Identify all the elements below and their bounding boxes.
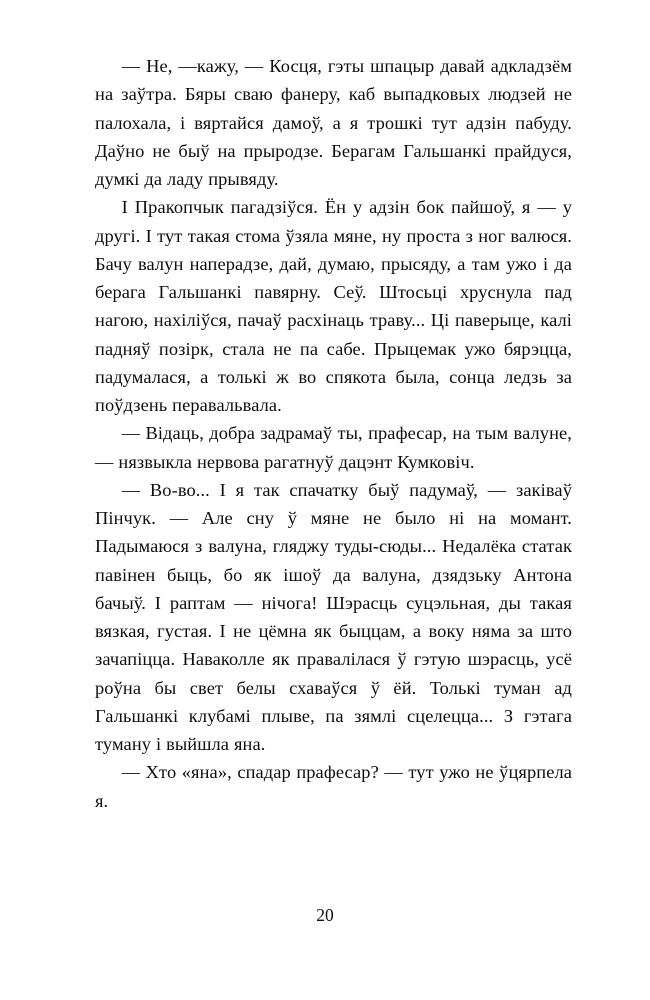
paragraph: — Во-во... І я так спачатку быў падумаў, — заківаў Пінчук. — Але сну ў мяне не было ні на момант. Падымаюся з валуна, гляджу туды-сюды... Недалёка статак павінен быць, бо як ішоў да валуна, дзядзьку Антона бачыў. І раптам — нічога! Шэрасць суцэльная, ды такая вязкая, густая. І не цёмна як быццам, а воку няма за што зачапіцца. Наваколле як правалілася ў гэтую шэрасць, усё роўна бы свет белы схаваўся ў ёй. Толькі туман ад Гальшанкі клубамі плыве, па зямлі сцелецца... З гэтага туману і выйшла яна. (95, 479, 572, 754)
paragraph: — Не, —кажу, — Косця, гэты шпацыр давай адкладзём на заўтра. Бяры сваю фанеру, каб выпадковых людзей не палохала, і вяртайся дамоў, а я трошкі тут адзін пабуду. Даўно не быў на прыродзе. Берагам Гальшанкі прайдуся, думкі да ладу прывяду. (95, 56, 572, 189)
page-number: 20 (316, 905, 334, 925)
paragraph: — Відаць, добра задрамаў ты, прафесар, на тым валуне, — нязвыкла нервова рагатнуў дацэнт Кумковіч. (95, 423, 572, 472)
paragraph: І Пракопчык пагадзіўся. Ён у адзін бок пайшоў, я — у другі. І тут такая стома ўзяла мяне, ну проста з ног валюся. Бачу валун наперадзе, дай, думаю, прысяду, а там ужо і да берага Гальшанкі павярну. Сеў. Штосьці хруснула пад нагою, нахіліўся, пачаў расхінаць траву... Ці паверыце, калі падняў позірк, стала не па сабе. Прыцемак ужо бярэцца, падумалася, а толькі ж во спякота была, сонца ледзь за поўдзень перавальвала. (95, 197, 572, 415)
paragraph: — Хто «яна», спадар прафесар? — тут ужо не ўцярпела я. (95, 762, 572, 811)
page-body (95, 52, 572, 815)
